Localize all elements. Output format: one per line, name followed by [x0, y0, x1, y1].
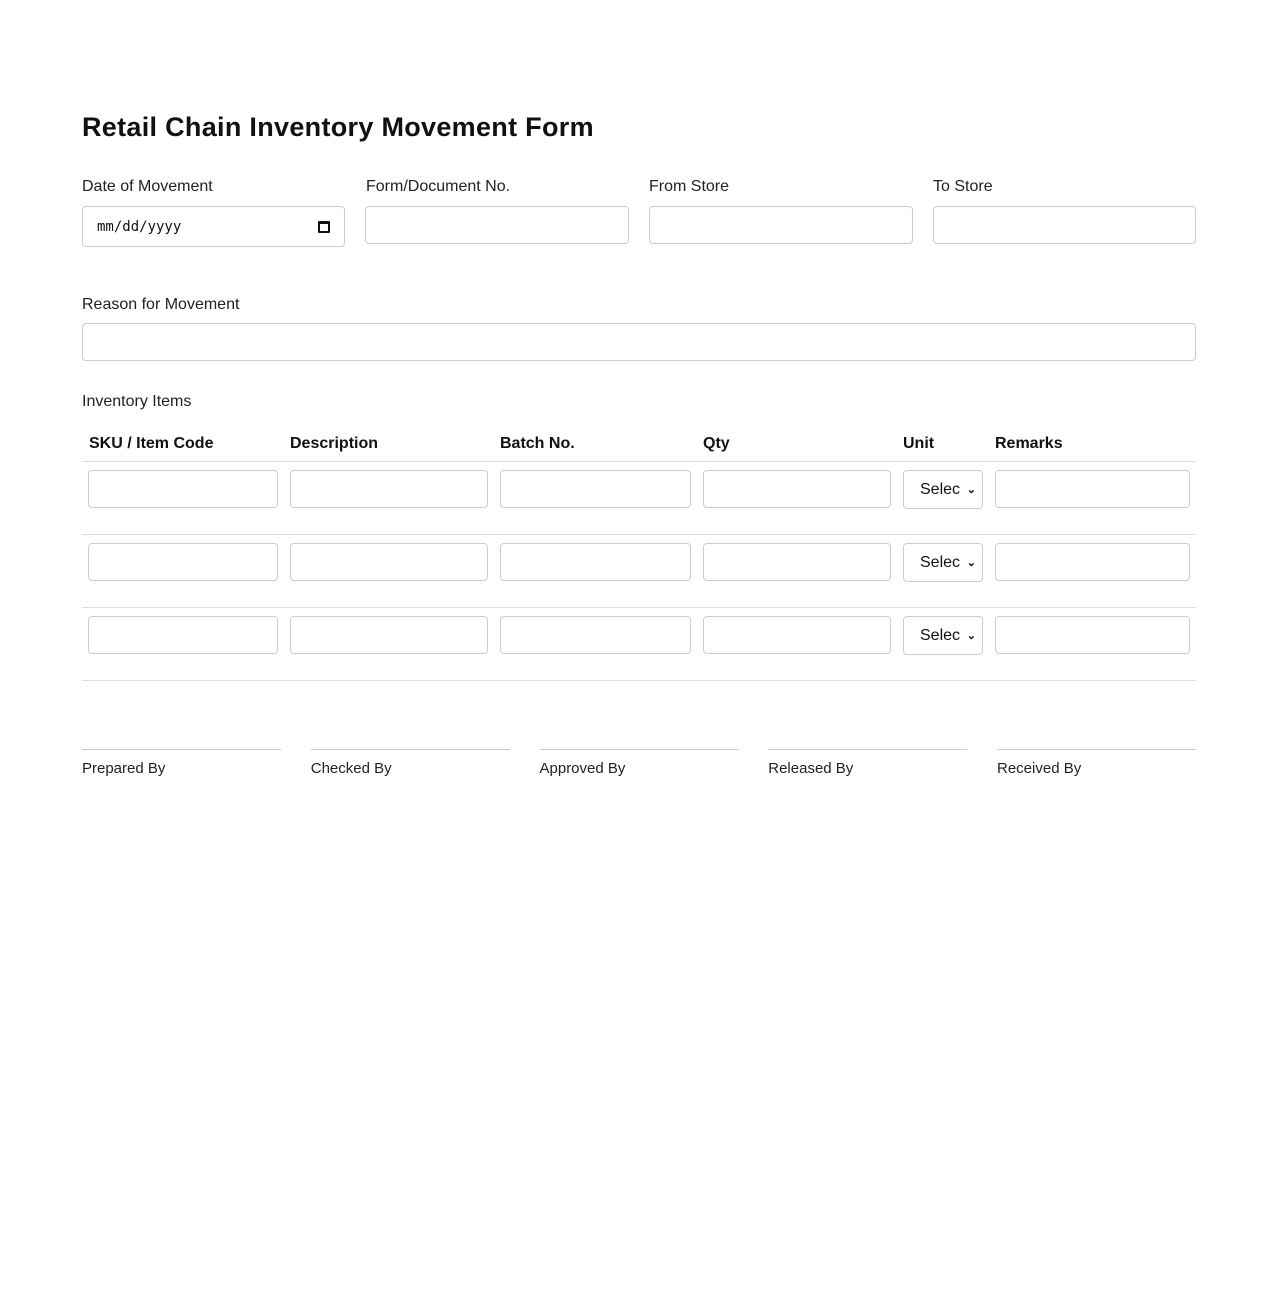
unit-select[interactable] — [903, 470, 983, 509]
date-placeholder: mm/dd/yyyy — [97, 218, 182, 235]
page-title: Retail Chain Inventory Movement Form — [82, 112, 594, 142]
signature-line — [311, 749, 510, 750]
signature-line — [540, 749, 739, 750]
remarks-input[interactable] — [995, 543, 1190, 581]
batch-input[interactable] — [500, 543, 691, 581]
remarks-input[interactable] — [995, 470, 1190, 508]
header-remarks: Remarks — [995, 435, 1063, 452]
date-label: Date of Movement — [82, 178, 213, 195]
description-input[interactable] — [290, 616, 488, 654]
signature-label: Approved By — [539, 760, 626, 777]
qty-input[interactable] — [703, 470, 891, 508]
date-input[interactable] — [82, 206, 345, 247]
signature-label: Received By — [997, 760, 1082, 777]
remarks-input[interactable] — [995, 616, 1190, 654]
inventory-items-label: Inventory Items — [82, 393, 192, 410]
qty-input[interactable] — [703, 543, 891, 581]
unit-select-value: Selec — [920, 626, 961, 644]
signature-label: Released By — [768, 760, 854, 777]
sku-input[interactable] — [88, 470, 278, 508]
doc-no-input[interactable] — [365, 206, 629, 244]
unit-select-value: Selec — [920, 553, 961, 571]
unit-select-value: Selec — [920, 480, 961, 498]
sku-input[interactable] — [88, 543, 278, 581]
unit-select[interactable] — [903, 616, 983, 655]
qty-input[interactable] — [703, 616, 891, 654]
chevron-down-icon: ⌄ — [966, 630, 976, 642]
batch-input[interactable] — [500, 470, 691, 508]
chevron-down-icon: ⌄ — [966, 484, 976, 496]
row-divider — [82, 607, 1196, 608]
signature-label: Checked By — [310, 760, 392, 777]
signature-line — [768, 749, 967, 750]
description-input[interactable] — [290, 470, 488, 508]
doc-no-label: Form/Document No. — [366, 178, 511, 195]
header-unit: Unit — [903, 435, 935, 452]
sku-input[interactable] — [88, 616, 278, 654]
calendar-icon[interactable] — [318, 221, 330, 233]
signature-line — [82, 749, 281, 750]
reason-input[interactable] — [82, 323, 1196, 361]
signature-line — [997, 749, 1196, 750]
from-store-label: From Store — [649, 178, 730, 195]
to-store-input[interactable] — [933, 206, 1196, 244]
from-store-input[interactable] — [649, 206, 913, 244]
row-divider — [82, 680, 1196, 681]
divider — [82, 461, 1196, 462]
description-input[interactable] — [290, 543, 488, 581]
to-store-label: To Store — [933, 178, 993, 195]
unit-select[interactable] — [903, 543, 983, 582]
chevron-down-icon: ⌄ — [966, 557, 976, 569]
batch-input[interactable] — [500, 616, 691, 654]
row-divider — [82, 534, 1196, 535]
header-description: Description — [290, 435, 379, 452]
header-batch: Batch No. — [500, 435, 575, 452]
signature-label: Prepared By — [82, 760, 166, 777]
header-qty: Qty — [703, 435, 730, 452]
header-sku: SKU / Item Code — [89, 435, 214, 452]
reason-label: Reason for Movement — [82, 296, 240, 313]
